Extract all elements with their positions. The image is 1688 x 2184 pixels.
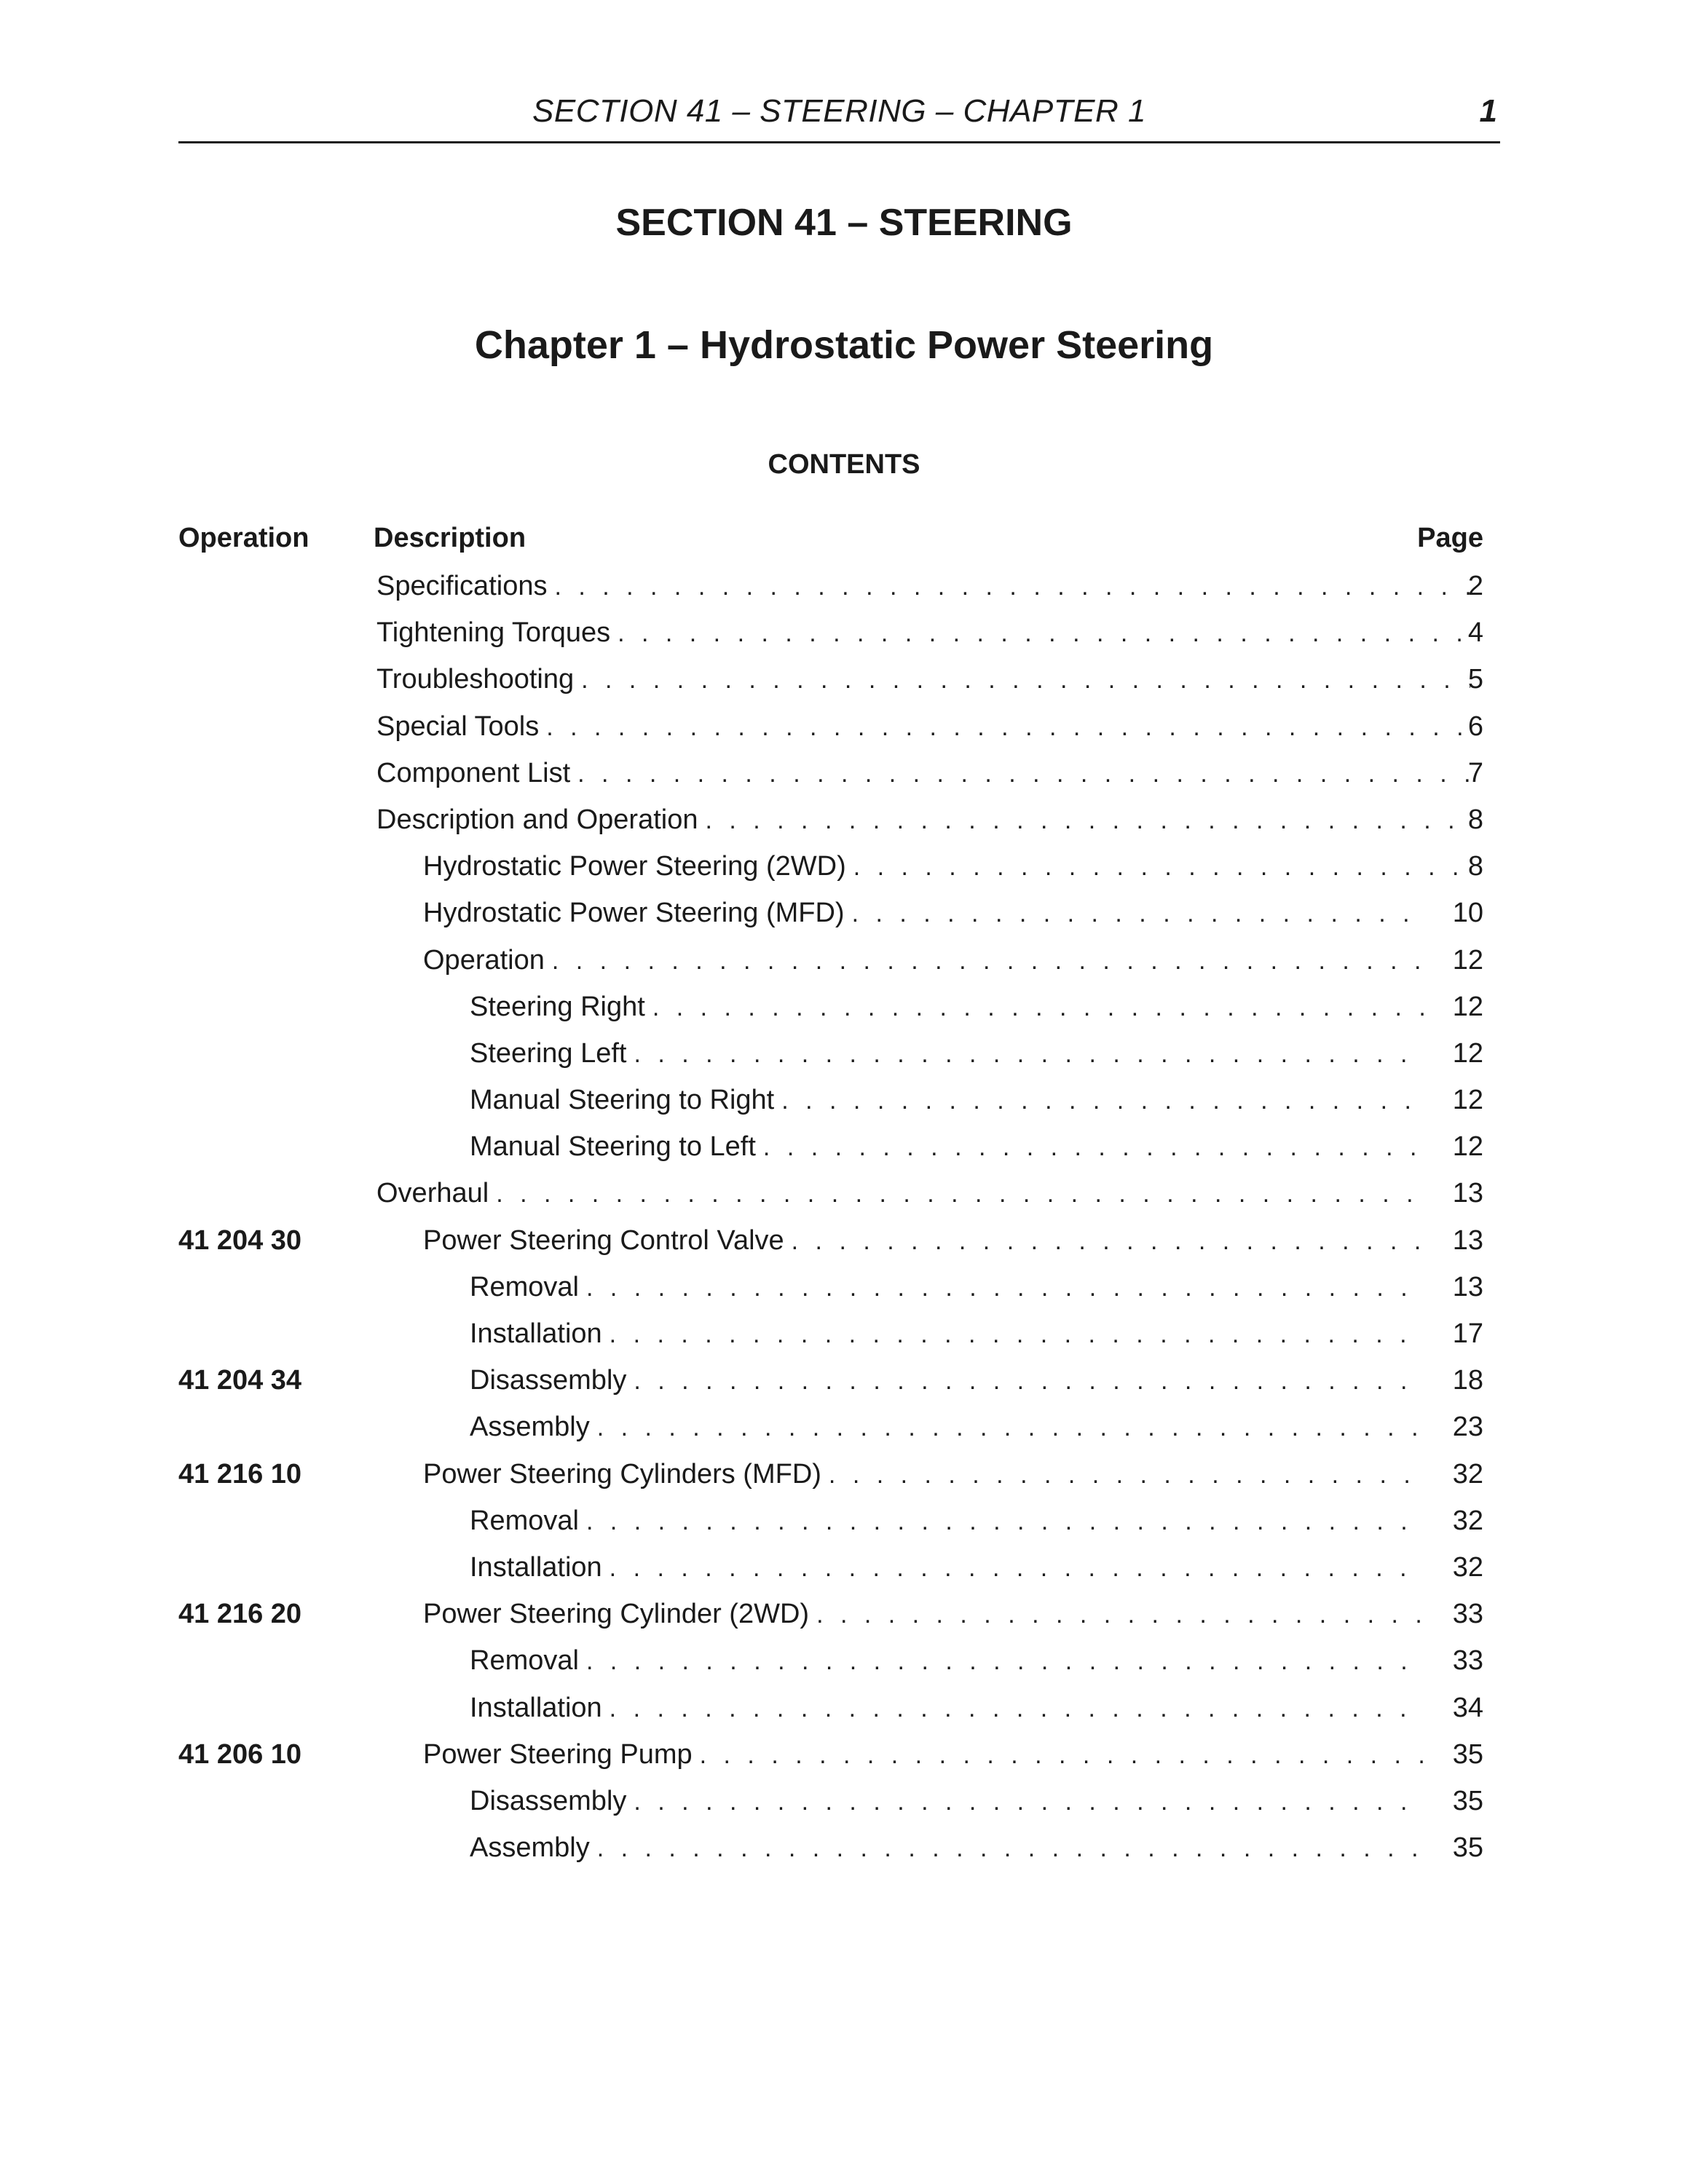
entry-description — [470, 1412, 1424, 1443]
entry-description — [423, 1225, 1424, 1257]
dot-leader — [610, 1321, 1424, 1349]
entry-page-number: 35 — [1452, 1785, 1483, 1816]
dot-leader — [652, 994, 1424, 1022]
dot-leader — [705, 807, 1470, 835]
toc-entry — [178, 1639, 1483, 1686]
entry-page-number: 4 — [1467, 617, 1483, 649]
toc-entry — [178, 1406, 1483, 1452]
entry-description — [470, 1832, 1424, 1864]
dot-leader — [610, 1695, 1424, 1723]
entry-label: Steering Right — [470, 991, 645, 1022]
entry-description — [423, 1459, 1424, 1490]
entry-label: Power Steering Pump — [423, 1738, 693, 1770]
chapter-title: Chapter 1 – Hydrostatic Power Steering — [474, 323, 1214, 367]
entry-description — [470, 1131, 1424, 1163]
entry-page-number: 8 — [1467, 851, 1483, 882]
entry-description — [470, 1272, 1424, 1303]
toc-entry — [178, 1313, 1483, 1359]
toc-entry — [178, 1780, 1483, 1827]
entry-description — [470, 1693, 1424, 1724]
entry-description — [376, 664, 1470, 695]
toc-entry — [178, 705, 1483, 752]
entry-label: Special Tools — [376, 711, 540, 742]
entry-label: Installation — [470, 1692, 602, 1723]
operation-code: 41 206 10 — [178, 1738, 302, 1770]
toc-entry — [178, 939, 1483, 986]
entry-page-number: 35 — [1452, 1832, 1483, 1864]
toc-entry — [178, 1827, 1483, 1873]
entry-label: Removal — [470, 1505, 579, 1536]
dot-leader — [597, 1835, 1424, 1863]
entry-description — [376, 758, 1470, 789]
entry-page-number: 2 — [1467, 571, 1483, 601]
dot-leader — [610, 1554, 1424, 1583]
entry-page-number: 34 — [1452, 1692, 1483, 1723]
dot-leader — [700, 1741, 1424, 1770]
entry-label: Tightening Torques — [376, 617, 611, 649]
toc-entry — [178, 1125, 1483, 1172]
entry-page-number: 8 — [1467, 804, 1483, 835]
dot-leader — [586, 1647, 1424, 1676]
entry-label: Assembly — [470, 1832, 590, 1864]
entry-label: Installation — [470, 1318, 602, 1349]
section-title: SECTION 41 – STEERING — [615, 202, 1073, 244]
entry-label: Manual Steering to Right — [470, 1085, 775, 1116]
toc-entry — [178, 752, 1483, 799]
toc-entry — [178, 1219, 1483, 1266]
dot-leader — [816, 1601, 1424, 1629]
entry-label: Troubleshooting — [376, 664, 575, 695]
toc-entry — [178, 1453, 1483, 1500]
page-column-header: Page — [1417, 523, 1483, 553]
entry-description — [470, 1365, 1424, 1396]
entry-description — [470, 1038, 1424, 1069]
description-column-header: Description — [374, 523, 526, 553]
toc-entry — [178, 986, 1483, 1032]
entry-label: Overhaul — [376, 1178, 489, 1209]
entry-page-number: 12 — [1452, 1131, 1483, 1163]
toc-entries — [178, 565, 1483, 1873]
operation-code: 41 204 30 — [178, 1224, 302, 1256]
entry-description — [423, 1599, 1424, 1630]
dot-leader — [829, 1461, 1424, 1489]
entry-label: Hydrostatic Power Steering (2WD) — [423, 851, 846, 882]
toc-entry — [178, 1032, 1483, 1079]
entry-description — [423, 945, 1424, 976]
entry-page-number: 12 — [1452, 991, 1483, 1022]
dot-leader — [763, 1133, 1424, 1162]
toc-entry — [178, 1359, 1483, 1406]
entry-description — [423, 898, 1424, 929]
toc-entry — [178, 799, 1483, 845]
entry-description — [376, 617, 1470, 649]
entry-label: Installation — [470, 1551, 602, 1583]
entry-label: Operation — [423, 944, 545, 976]
entry-page-number: 32 — [1452, 1551, 1483, 1583]
entry-description — [376, 1178, 1424, 1209]
dot-leader — [546, 713, 1470, 742]
toc-entry — [178, 1687, 1483, 1733]
entry-label: Removal — [470, 1271, 579, 1302]
dot-leader — [577, 760, 1470, 788]
dot-leader — [781, 1087, 1424, 1115]
entry-description — [470, 1786, 1424, 1817]
entry-page-number: 23 — [1452, 1412, 1483, 1443]
entry-page-number: 10 — [1452, 898, 1483, 929]
entry-label: Power Steering Cylinders (MFD) — [423, 1458, 821, 1489]
dot-leader — [852, 900, 1424, 928]
entry-label: Power Steering Control Valve — [423, 1224, 784, 1256]
entry-page-number: 32 — [1452, 1458, 1483, 1489]
entry-label: Description and Operation — [376, 804, 698, 835]
entry-description — [376, 711, 1470, 743]
page-number: 1 — [1479, 93, 1497, 129]
entry-page-number: 18 — [1452, 1365, 1483, 1396]
entry-label: Disassembly — [470, 1365, 627, 1396]
entry-label: Removal — [470, 1645, 579, 1677]
dot-leader — [581, 666, 1470, 695]
dot-leader — [496, 1180, 1424, 1208]
toc-entry — [178, 845, 1483, 892]
toc-column-headers — [178, 518, 1483, 565]
entry-page-number: 7 — [1467, 757, 1483, 788]
entry-page-number: 13 — [1452, 1178, 1483, 1209]
dot-leader — [552, 947, 1424, 976]
toc-entry — [178, 1593, 1483, 1639]
entry-page-number: 12 — [1452, 1085, 1483, 1116]
entry-label: Assembly — [470, 1412, 590, 1443]
entry-label: Manual Steering to Left — [470, 1131, 756, 1163]
running-header — [178, 86, 1500, 143]
toc-entry — [178, 1546, 1483, 1593]
toc-entry — [178, 1500, 1483, 1546]
entry-description — [470, 1552, 1424, 1583]
operation-code: 41 216 10 — [178, 1458, 302, 1489]
entry-description — [470, 1318, 1424, 1350]
dot-leader — [597, 1414, 1424, 1442]
entry-page-number: 12 — [1452, 944, 1483, 976]
entry-page-number: 13 — [1452, 1271, 1483, 1302]
toc-entry — [178, 1266, 1483, 1313]
entry-label: Power Steering Cylinder (2WD) — [423, 1599, 810, 1630]
entry-description — [470, 1506, 1424, 1537]
dot-leader — [634, 1040, 1424, 1069]
entry-description — [470, 1645, 1424, 1677]
table-of-contents — [178, 518, 1483, 1873]
entry-label: Hydrostatic Power Steering (MFD) — [423, 898, 845, 929]
toc-entry — [178, 1079, 1483, 1125]
entry-description — [470, 1085, 1424, 1116]
entry-description — [423, 1739, 1424, 1770]
entry-page-number: 5 — [1467, 664, 1483, 695]
toc-entry — [178, 612, 1483, 658]
toc-entry — [178, 1172, 1483, 1219]
contents-heading: CONTENTS — [768, 449, 920, 480]
dot-leader — [634, 1788, 1424, 1816]
toc-entry — [178, 658, 1483, 705]
dot-leader — [554, 573, 1470, 601]
operation-code: 41 216 20 — [178, 1599, 302, 1630]
entry-description — [376, 571, 1470, 602]
operation-column-header: Operation — [178, 523, 309, 553]
dot-leader — [634, 1367, 1424, 1396]
entry-page-number: 32 — [1452, 1505, 1483, 1536]
entry-label: Disassembly — [470, 1785, 627, 1816]
toc-entry — [178, 892, 1483, 938]
entry-label: Steering Left — [470, 1037, 627, 1069]
toc-entry — [178, 1733, 1483, 1780]
entry-label: Specifications — [376, 571, 548, 601]
entry-description — [423, 851, 1470, 882]
operation-code: 41 204 34 — [178, 1365, 302, 1396]
dot-leader — [586, 1508, 1424, 1536]
entry-page-number: 33 — [1452, 1645, 1483, 1677]
entry-page-number: 35 — [1452, 1738, 1483, 1770]
entry-page-number: 33 — [1452, 1599, 1483, 1630]
dot-leader — [618, 620, 1470, 648]
entry-description — [470, 992, 1424, 1023]
dot-leader — [853, 853, 1470, 882]
entry-page-number: 6 — [1467, 711, 1483, 742]
entry-page-number: 12 — [1452, 1037, 1483, 1069]
toc-entry — [178, 565, 1483, 612]
running-header-title: SECTION 41 – STEERING – CHAPTER 1 — [532, 93, 1146, 129]
dot-leader — [586, 1274, 1424, 1302]
entry-description — [376, 804, 1470, 836]
entry-label: Component List — [376, 757, 571, 788]
entry-page-number: 13 — [1452, 1224, 1483, 1256]
entry-page-number: 17 — [1452, 1318, 1483, 1349]
dot-leader — [792, 1227, 1424, 1256]
